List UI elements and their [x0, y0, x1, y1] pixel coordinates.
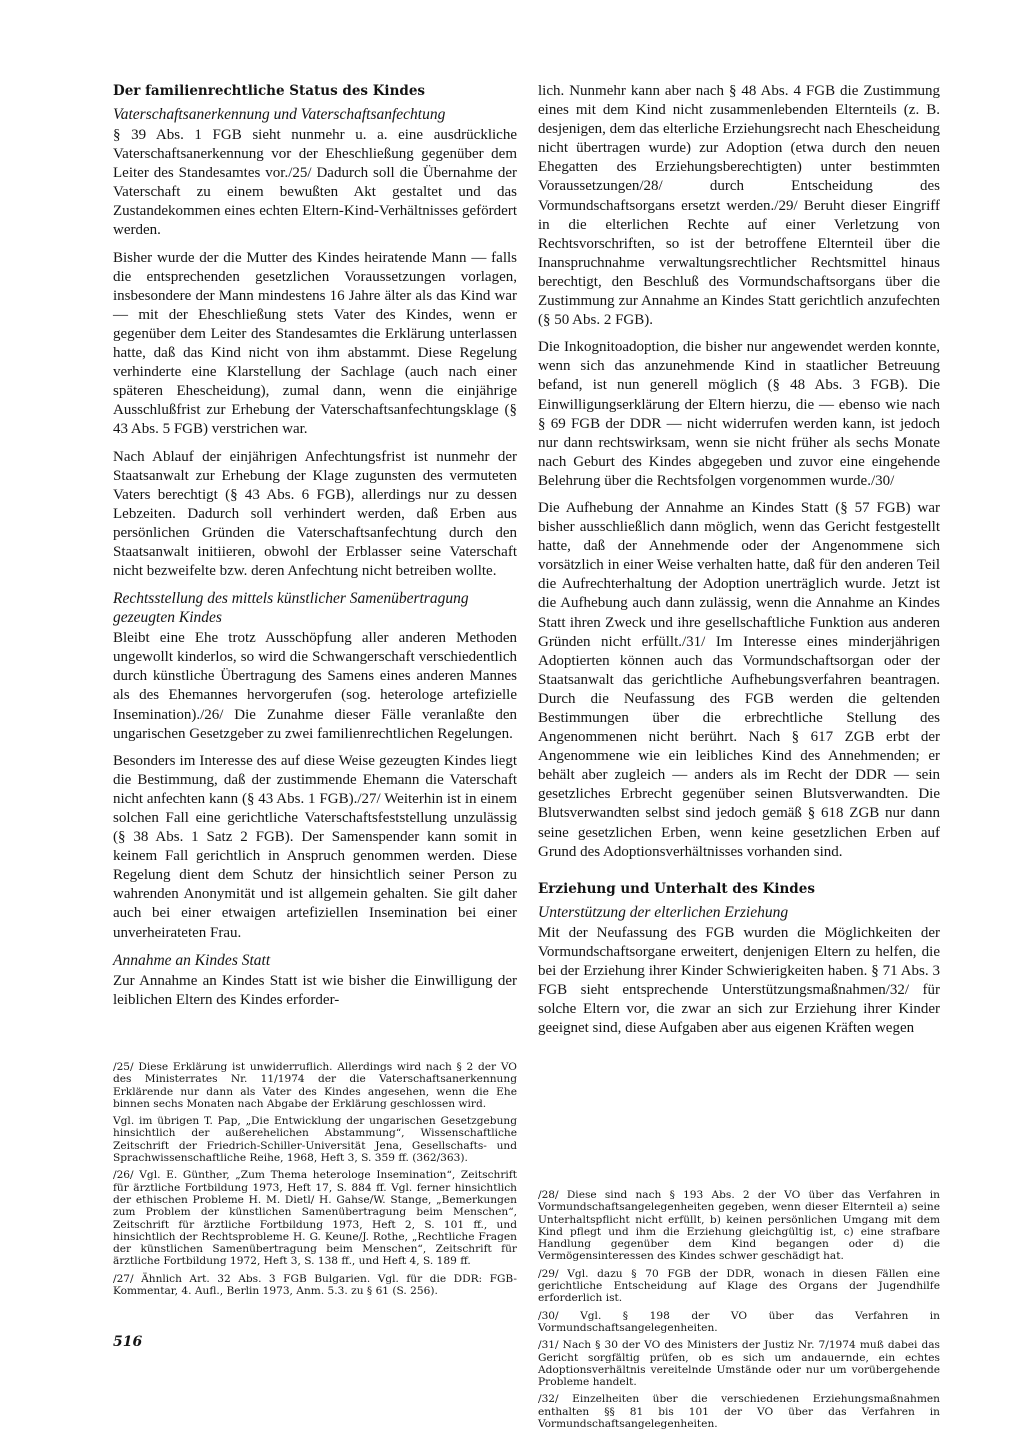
- section-heading: Der familienrechtliche Status des Kindes: [113, 83, 426, 99]
- right-column: [538, 82, 940, 1046]
- footnotes-left: [113, 1061, 517, 1302]
- spacer: [538, 870, 940, 880]
- paragraph: § 39 Abs. 1 FGB sieht nunmehr u. a. eine ausdrückliche Vaterschaftsanerkennung vor der Eheschließung gegenüber dem Leiter des Standesamtes vor./25/ Dadurch soll die Übernahme der Vaterschaft zu einem bewußten Akt gestaltet und das Zustandekommen eines echten Eltern-Kind-Verhältnisses gefördert werden.: [113, 127, 517, 239]
- subsection-heading: Unterstützung der elterlichen Erziehung: [538, 903, 789, 921]
- footnotes-right: [538, 1189, 940, 1435]
- paragraph: lich. Nunmehr kann aber nach § 48 Abs. 4 FGB die Zustimmung eines mit dem Kind nicht zusammenlebenden Elternteils (z. B. desjenigen, dem das elterliche Erziehungsrecht nach Ehescheidung nicht übertragen wurde) zur Adoption (etwa durch den neuen Ehegatten des Erziehungsberechtigten) unter bestimmten Voraussetzungen/28/ durch Entscheidung des Vormundschaftsorgans ersetzt werden./29/ Beruht dieser Eingriff in die elterlichen Rechte auf einer Verletzung von Rechtsvorschriften, so ist der betroffene Elternteil über die Inanspruchnahme verwaltungsrechtlicher Rechtsmittel hinaus berechtigt, den Beschluß des Vormundschaftsorgans über die Zustimmung zur Annahme an Kindes Statt gerichtlich anzufechten (§ 50 Abs. 2 FGB).: [538, 83, 940, 329]
- footnote: /28/ Diese sind nach § 193 Abs. 2 der VO über das Verfahren in Vormundschaftsangelegenheiten gegeben, wenn dieser Elternteil a) seine Unterhaltspflicht nicht erfüllt, b) keinen persönlichen Umgang mit dem Kind pflegt und ihm die Erziehung gleichgültig ist, c) eine strafbare Handlung gegenüber dem Kind begangen oder d) die Vermögensinteressen des Kindes schwer geschädigt hat.: [538, 1189, 940, 1263]
- page-number: 516: [113, 1334, 143, 1350]
- subsection-heading: Rechtsstellung des mittels künstlicher Samenübertragung gezeugten Kindes: [113, 590, 469, 627]
- subsection-heading: Annahme an Kindes Statt: [113, 951, 271, 969]
- footnote: /29/ Vgl. dazu § 70 FGB der DDR, wonach in diesen Fällen eine gerichtliche Entscheidung auf Klage des Organs der Jugendhilfe erforderlich ist.: [538, 1267, 940, 1305]
- left-column: [113, 82, 517, 1018]
- paragraph: Mit der Neufassung des FGB wurden die Möglichkeiten der Vormundschaftsorgane erweitert, denjenigen Eltern zu helfen, die bei der Erziehung ihrer Kinder Schwierigkeiten haben. § 71 Abs. 3 FGB sieht entsprechende Unterstützungsmaßnahmen/32/ für solche Eltern vor, die zwar an sich zur Erziehung ihrer Kinder geeignet sind, diese Aufgaben aber aus eigenen Kräften wegen: [538, 924, 940, 1037]
- paragraph: Bisher wurde der die Mutter des Kindes heiratende Mann — falls die entsprechenden gesetzlichen Voraussetzungen vorlagen, insbesondere der Mann mindestens 16 Jahre älter als das Kind war — mit der Eheschließung stets Vater des Kindes, wenn er gegenüber dem Leiter des Standesamtes die Erklärung unterlassen hatte, daß das Kind nicht von ihm abstammt. Diese Regelung verhinderte eine Klarstellung der Sachlage (auch nach einer späteren Ehescheidung), zumal dann, wenn die einjährige Ausschlußfrist zur Erhebung der Vaterschaftsanfechtungsklage (§ 43 Abs. 5 FGB) verstrichen war.: [113, 249, 517, 438]
- footnote: /32/ Einzelheiten über die verschiedenen Erziehungsmaßnahmen enthalten §§ 81 bis 101 der VO über das Verfahren in Vormundschaftsangelegenheiten.: [538, 1393, 940, 1431]
- paragraph: Die Aufhebung der Annahme an Kindes Statt (§ 57 FGB) war bisher ausschließlich dann möglich, wenn das Gericht festgestellt hatte, daß der Annehmende oder der Angenommene sich vorsätzlich in einer Weise verhalten hatte, daß für den anderen Teil die Aufrechterhaltung der Adoption unerträglich wurde. Jetzt ist die Aufhebung auch dann zulässig, wenn die Annahme an Kindes Statt ihren Zweck und ihre gesellschaftliche Funktion aus anderen Gründen nicht erfüllt./31/ Im Interesse eines minderjährigen Adoptierten können auch das Vormundschaftsorgan oder der Staatsanwalt das gerichtliche Aufhebungsverfahren beantragen. Durch die Neufassung des FGB werden die geltenden Bestimmungen über die erbrechtliche Stellung des Angenommenen nicht berührt. Nach § 617 ZGB erbt der Angenommene wie ein leibliches Kind des Annehmenden; er behält aber zugleich — anders als im Recht der DDR — sein gesetzliches Erbrecht gegenüber seinen Blutsverwandten. Die Blutsverwandten selbst sind jedoch gemäß § 618 ZGB nur dann seine gesetzlichen Erben, wenn keine gesetzlichen Erben auf Grund des Adoptionsverhältnisses vorhanden sind.: [538, 499, 940, 860]
- footnote: /31/ Nach § 30 der VO des Ministers der Justiz Nr. 7/1974 muß dabei das Gericht sorgfältig prüfen, ob es sich um andauernde, ein echtes Adoptionsverhältnis vereitelnde Umstände oder nur um vorübergehende Probleme handelt.: [538, 1339, 940, 1389]
- paragraph: Nach Ablauf der einjährigen Anfechtungsfrist ist nunmehr der Staatsanwalt zur Erhebung der Klage zugunsten des vermuteten Vaters berechtigt (§ 43 Abs. 6 FGB), allerdings nur zu dessen Lebzeiten. Dadurch soll verhindert werden, daß Erben aus persönlichen Gründen die Vaterschaftsanfechtung durch den Staatsanwalt initiieren, obwohl der Erblasser seine Vaterschaft nicht bezweifelte bzw. deren Anfechtung nicht betreiben wollte.: [113, 448, 517, 580]
- subsection-heading: Vaterschaftsanerkennung und Vaterschaftsanfechtung: [113, 106, 446, 123]
- paragraph: Bleibt eine Ehe trotz Ausschöpfung aller anderen Methoden ungewollt kinderlos, so wird die Schwangerschaft verschiedentlich durch künstliche Übertragung des Samens eines anderen Mannes als des Ehemannes hervorgerufen (sog. heterologe artefizielle Insemination)./26/ Die Zunahme dieser Fälle veranlaßte den ungarischen Gesetzgeber zu zwei familienrechtlichen Regelungen.: [113, 630, 517, 742]
- footnote: /26/ Vgl. E. Günther, „Zum Thema heterologe Insemination“, Zeitschrift für ärztliche Fortbildung 1973, Heft 17, S. 884 ff. Vgl. ferner hinsichtlich der ethischen Probleme H. M. Dietl/ H. Gahse/W. Stange, „Bemerkungen zum Problem der künstlichen Samenübertragung beim Menschen“, Zeitschrift für ärztliche Fortbildung 1973, Heft 2, S. 101 ff., und hinsichtlich der Rechtsprobleme H. G. Keune/J. Rothe, „Rechtliche Fragen der künstlichen Samenübertragung beim Menschen“, Zeitschrift für ärztliche Fortbildung 1972, Heft 3, S. 138 ff., und Heft 4, S. 189 ff.: [113, 1169, 517, 1268]
- paragraph: Besonders im Interesse des auf diese Weise gezeugten Kindes liegt die Bestimmung, daß der zustimmende Ehemann die Vaterschaft nicht anfechten kann (§ 43 Abs. 1 FGB)./27/ Weiterhin ist in einem solchen Fall eine gerichtliche Vaterschaftsfeststellung unzulässig (§ 38 Abs. 1 Satz 2 FGB). Der Samenspender kann somit in keinem Fall gerichtlich in Anspruch genommen werden. Diese Regelung dient dem Schutz der hinsichtlich seiner Person zu wahrenden Anonymität und ist allgemein gehalten. Sie gilt daher auch bei einer etwaigen artefiziellen Insemination bei einer unverheirateten Frau.: [113, 752, 517, 941]
- paragraph: Zur Annahme an Kindes Statt ist wie bisher die Einwilligung der leiblichen Eltern des Kindes erforder-: [113, 972, 517, 1008]
- footnote: /30/ Vgl. § 198 der VO über das Verfahren in Vormundschaftsangelegenheiten.: [538, 1309, 940, 1334]
- paragraph: Die Inkognitoadoption, die bisher nur angewendet werden konnte, wenn sich das anzunehmende Kind in staatlicher Betreuung befand, ist nun generell möglich (§ 48 Abs. 3 FGB). Die Einwilligungserklärung der Eltern hierzu, die — ebenso wie nach § 69 FGB der DDR — nicht widerrufen werden kann, ist jedoch nur dann rechtswirksam, wenn sie nicht früher als sechs Monate nach Geburt des Kindes abgegeben und zuvor eine eingehende Belehrung über die Rechtsfolgen vorgenommen wurde./30/: [538, 339, 940, 489]
- footnote: /27/ Ähnlich Art. 32 Abs. 3 FGB Bulgarien. Vgl. für die DDR: FGB-Kommentar, 4. Aufl., Berlin 1973, Anm. 5.3. zu § 61 (S. 256).: [113, 1272, 517, 1298]
- section-heading: Erziehung und Unterhalt des Kindes: [538, 880, 815, 897]
- footnote: /25/ Diese Erklärung ist unwiderruflich. Allerdings wird nach § 2 der VO des Ministerrates Nr. 11/1974 der die Vaterschaftsanerkennung Erklärende nur dann als Vater des Kindes angesehen, wenn die Ehe binnen sechs Monaten nach Abgabe der Erklärung geschlossen wird.: [113, 1061, 517, 1110]
- footnote: Vgl. im übrigen T. Pap, „Die Entwicklung der ungarischen Gesetzgebung hinsichtlich der außerehelichen Abstammung“, Wissenschaftliche Zeitschrift der Friedrich-Schiller-Universität Jena, Gesellschafts- und Sprachwissenschaftliche Reihe, 1968, Heft 3, S. 359 ff. (362/363).: [113, 1115, 517, 1165]
